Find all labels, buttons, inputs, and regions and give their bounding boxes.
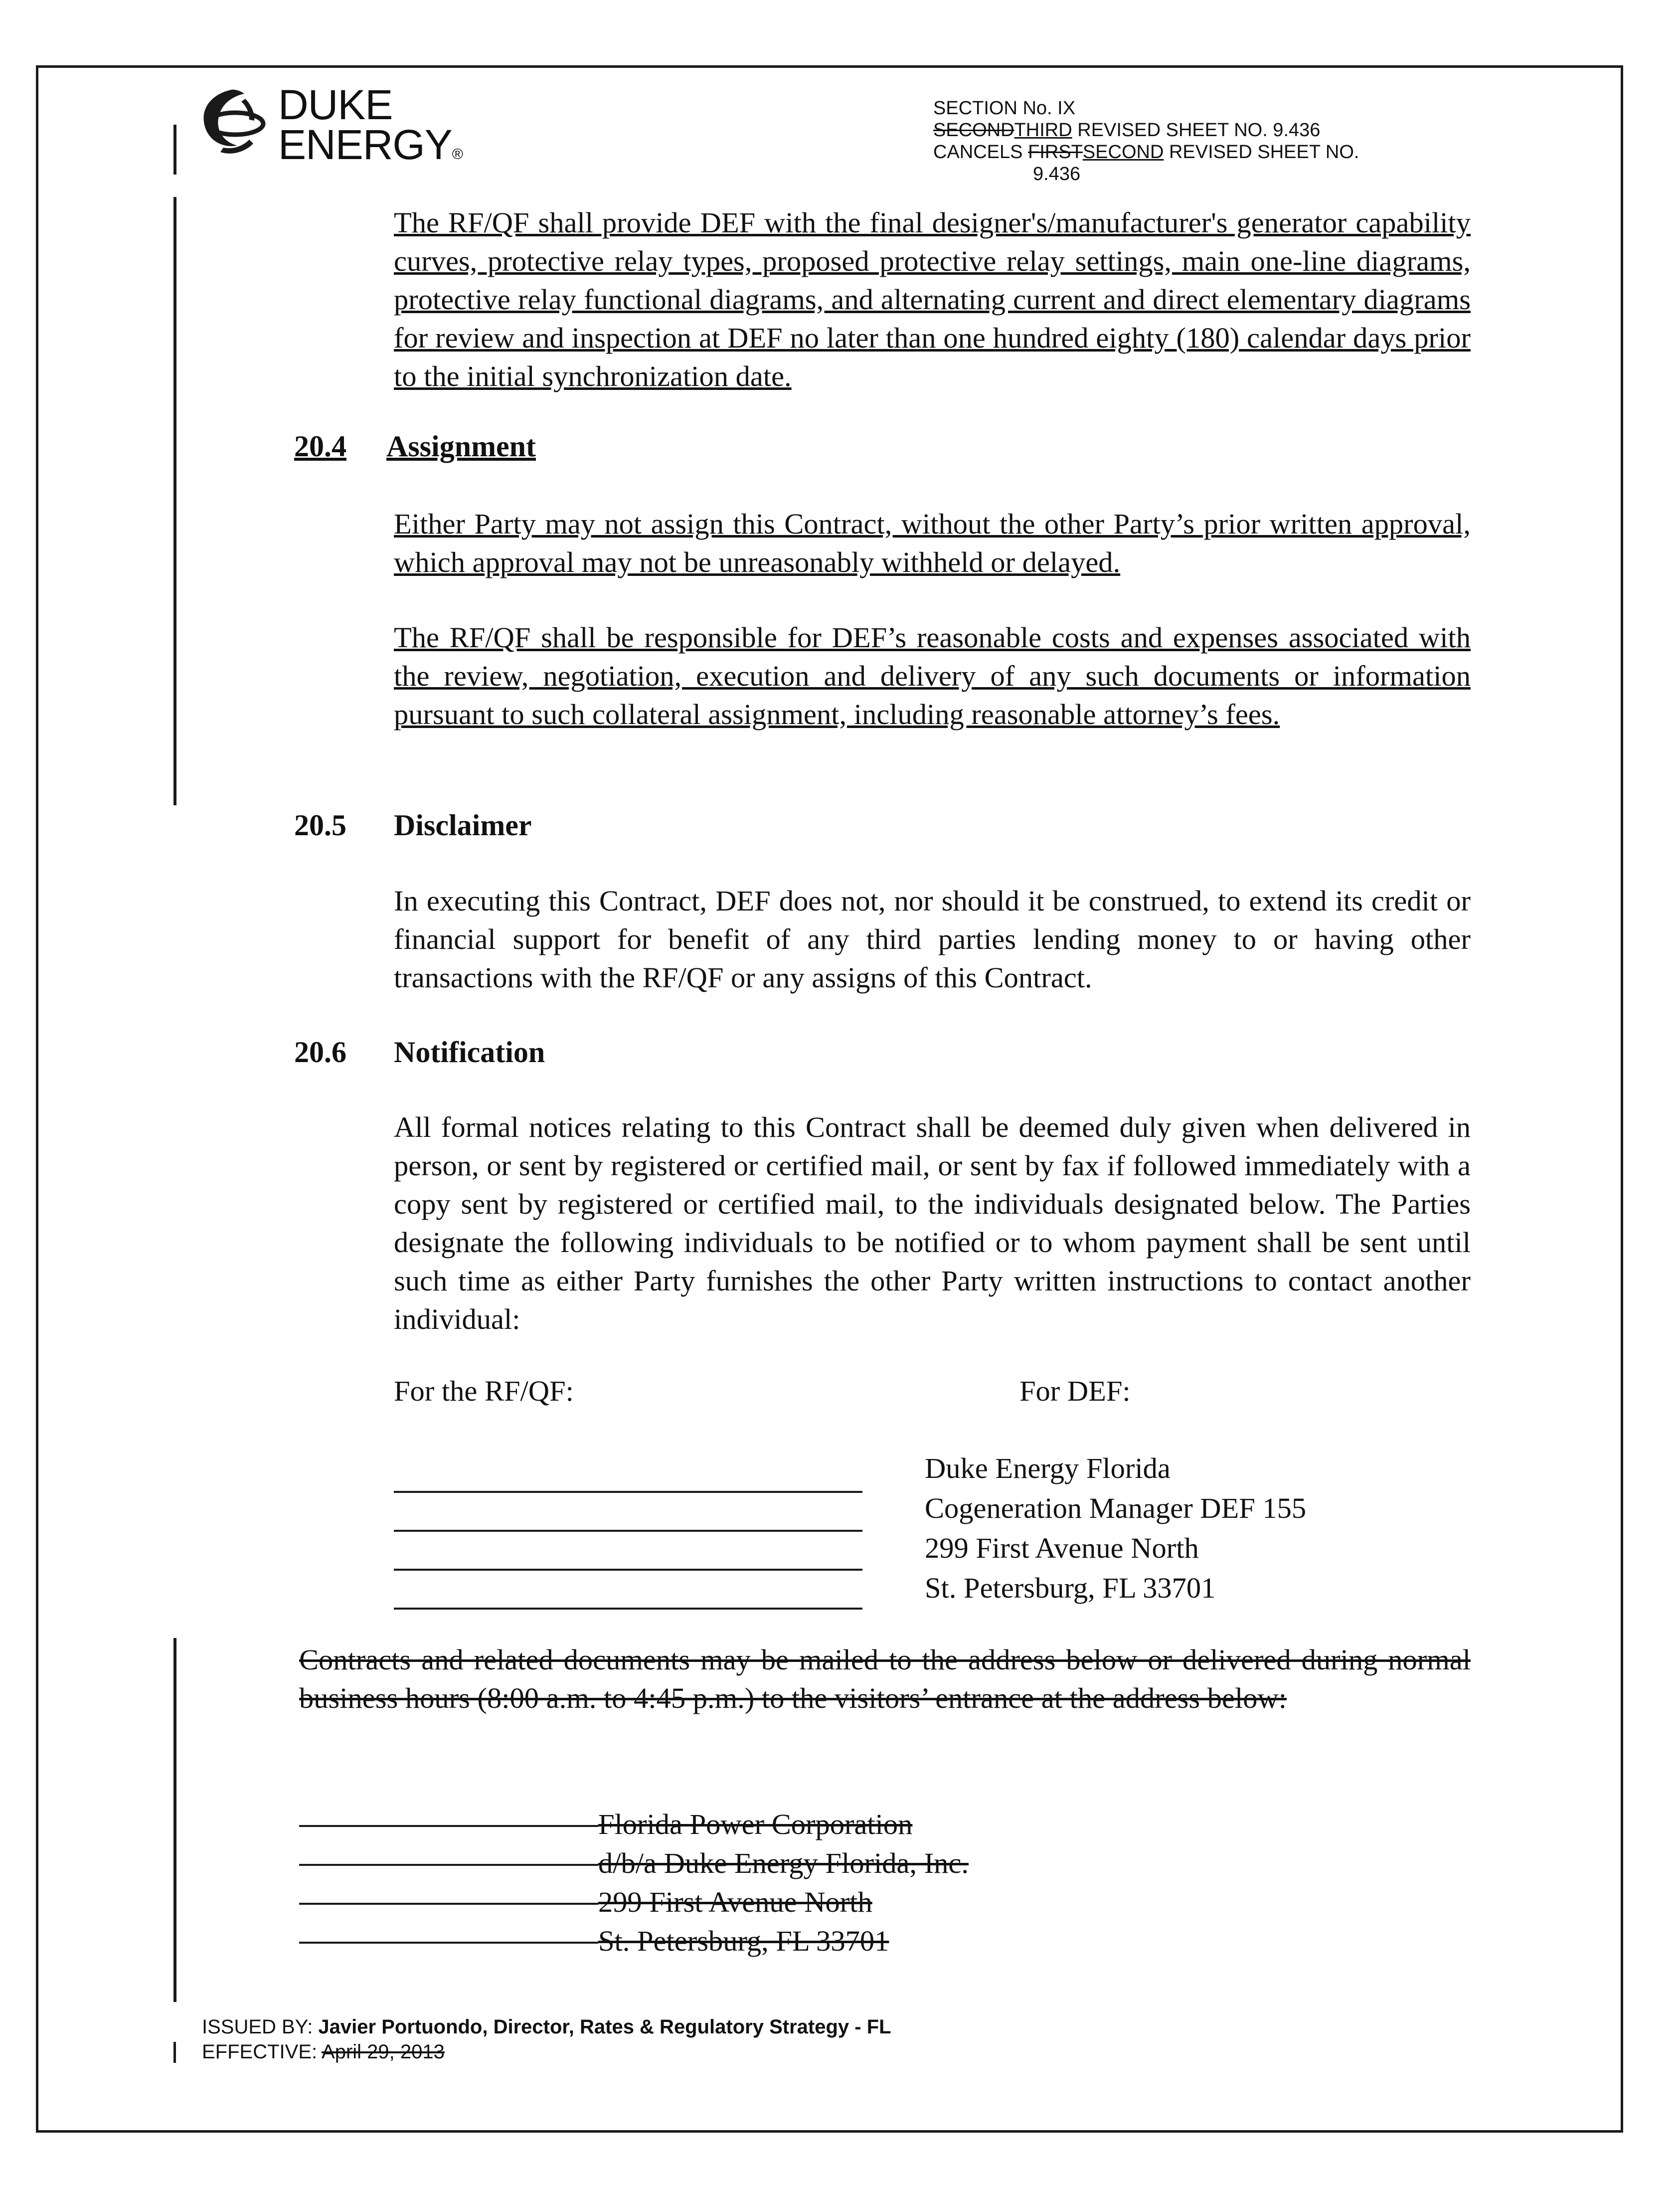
change-bar-footer [173,2042,176,2063]
struck-address-rule-2 [299,1864,598,1866]
cancels-line [933,141,1432,163]
struck-address-rule-1 [299,1825,598,1827]
def-address-line-3: 299 First Avenue North [925,1532,1199,1564]
intro-paragraph: The RF/QF shall provide DEF with the final designer's/manufacturer's generator capability curves, protective relay types, proposed protective relay settings, main one-line diagrams, protective relay functional diagrams, and alternating current and direct elementary diagrams for review and inspection at DEF no later than one hundred eighty (180) calendar days prior to the initial synchronization date. [394,206,1471,392]
logo-registered-mark: ® [452,146,463,163]
section-20-4-paragraph-1: Either Party may not assign this Contract, without the other Party’s prior written approval, which approval may not be unreasonably withheld or delayed. [394,508,1471,578]
logo-word-energy [278,121,463,176]
section-number: SECTION No. IX [933,98,1076,119]
section-20-5-number: 20.5 [294,809,346,842]
revised-sheet-line [933,119,1432,141]
rfqf-address-blank-1 [394,1491,862,1493]
rfqf-address-blank-4 [394,1608,862,1610]
section-20-4-number: 20.4 [294,430,346,463]
section-20-4-paragraph-2: The RF/QF shall be responsible for DEF’s reasonable costs and expenses associated with the review, negotiation, execution and delivery of any such documents or information pursuant to such collateral assignment, including reasonable attorney’s fees. [394,621,1471,730]
duke-energy-logo [185,80,504,170]
change-bar-logo [173,125,176,175]
rfqf-address-blank-2 [394,1530,862,1532]
effective-value: April 29, 2013 [322,2041,445,2063]
struck-address-line-3: 299 First Avenue North [598,1886,872,1918]
def-address [925,1449,1306,1608]
section-20-4-title: Assignment [386,430,536,463]
change-bar-struck [173,1638,176,2002]
cancels-prefix: CANCELS [933,142,1028,163]
issued-by-label: ISSUED BY: [202,2016,319,2038]
effective-label: EFFECTIVE: [202,2041,322,2063]
def-address-line-1: Duke Energy Florida [925,1452,1171,1484]
issued-by-line [202,2014,891,2039]
struck-address-line-2: d/b/a Duke Energy Florida, Inc. [598,1847,969,1879]
sheet-header [933,97,1432,185]
revised-rest: REVISED SHEET NO. 9.436 [1072,120,1321,141]
section-20-4-heading [294,429,536,464]
cancels-inserted: SECOND [1082,142,1164,163]
logo-word-duke: DUKE [278,81,393,128]
revised-deleted: SECOND [933,120,1014,141]
section-20-6-title: Notification [394,1036,545,1069]
section-20-6-number: 20.6 [294,1036,346,1069]
struck-address-rule-4 [299,1942,598,1944]
cancels-deleted: FIRST [1028,142,1083,163]
struck-address-line-4: St. Petersburg, FL 33701 [598,1925,889,1957]
struck-mailing-paragraph: Contracts and related documents may be mailed to the address below or delivered during normal business hours (8:00 a.m. to 4:45 p.m.) to the visitors’ entrance at the address below: [299,1643,1471,1714]
change-bar-top [173,197,176,805]
effective-line [202,2039,891,2064]
duke-energy-emblem-icon [185,80,275,170]
section-20-5-paragraph: In executing this Contract, DEF does not, nor should it be construed, to extend its credit or financial support for benefit of any third parties lending money to or having other transactions with the RF/QF or any assigns of this Contract. [394,885,1471,994]
struck-address-line-1: Florida Power Corporation [598,1808,913,1840]
issued-by-value: Javier Portuondo, Director, Rates & Regulatory Strategy - FL [318,2016,891,2038]
section-20-5-title: Disclaimer [394,809,532,842]
def-address-line-2: Cogeneration Manager DEF 155 [925,1492,1307,1524]
struck-address-rule-3 [299,1903,598,1905]
def-label: For DEF: [1019,1375,1131,1407]
footer [202,2014,891,2064]
rfqf-label: For the RF/QF: [394,1375,574,1407]
section-20-6-paragraph: All formal notices relating to this Contract shall be deemed duly given when delivered in person, or sent by registered or certified mail, or sent by fax if followed immediately with a copy sent by registered or certified mail, to the individuals designated below. The Parties designate the following individuals to be notified or to whom payment shall be sent until such time as either Party furnishes the other Party written instructions to contact another individual: [394,1111,1471,1335]
revised-inserted: THIRD [1014,120,1072,141]
cancels-rest: REVISED SHEET NO. [1164,142,1359,163]
cancels-number: 9.436 [1033,164,1081,184]
rfqf-address-blank-3 [394,1569,862,1571]
def-address-line-4: St. Petersburg, FL 33701 [925,1572,1216,1604]
logo-energy-text: ENERGY [278,121,452,168]
